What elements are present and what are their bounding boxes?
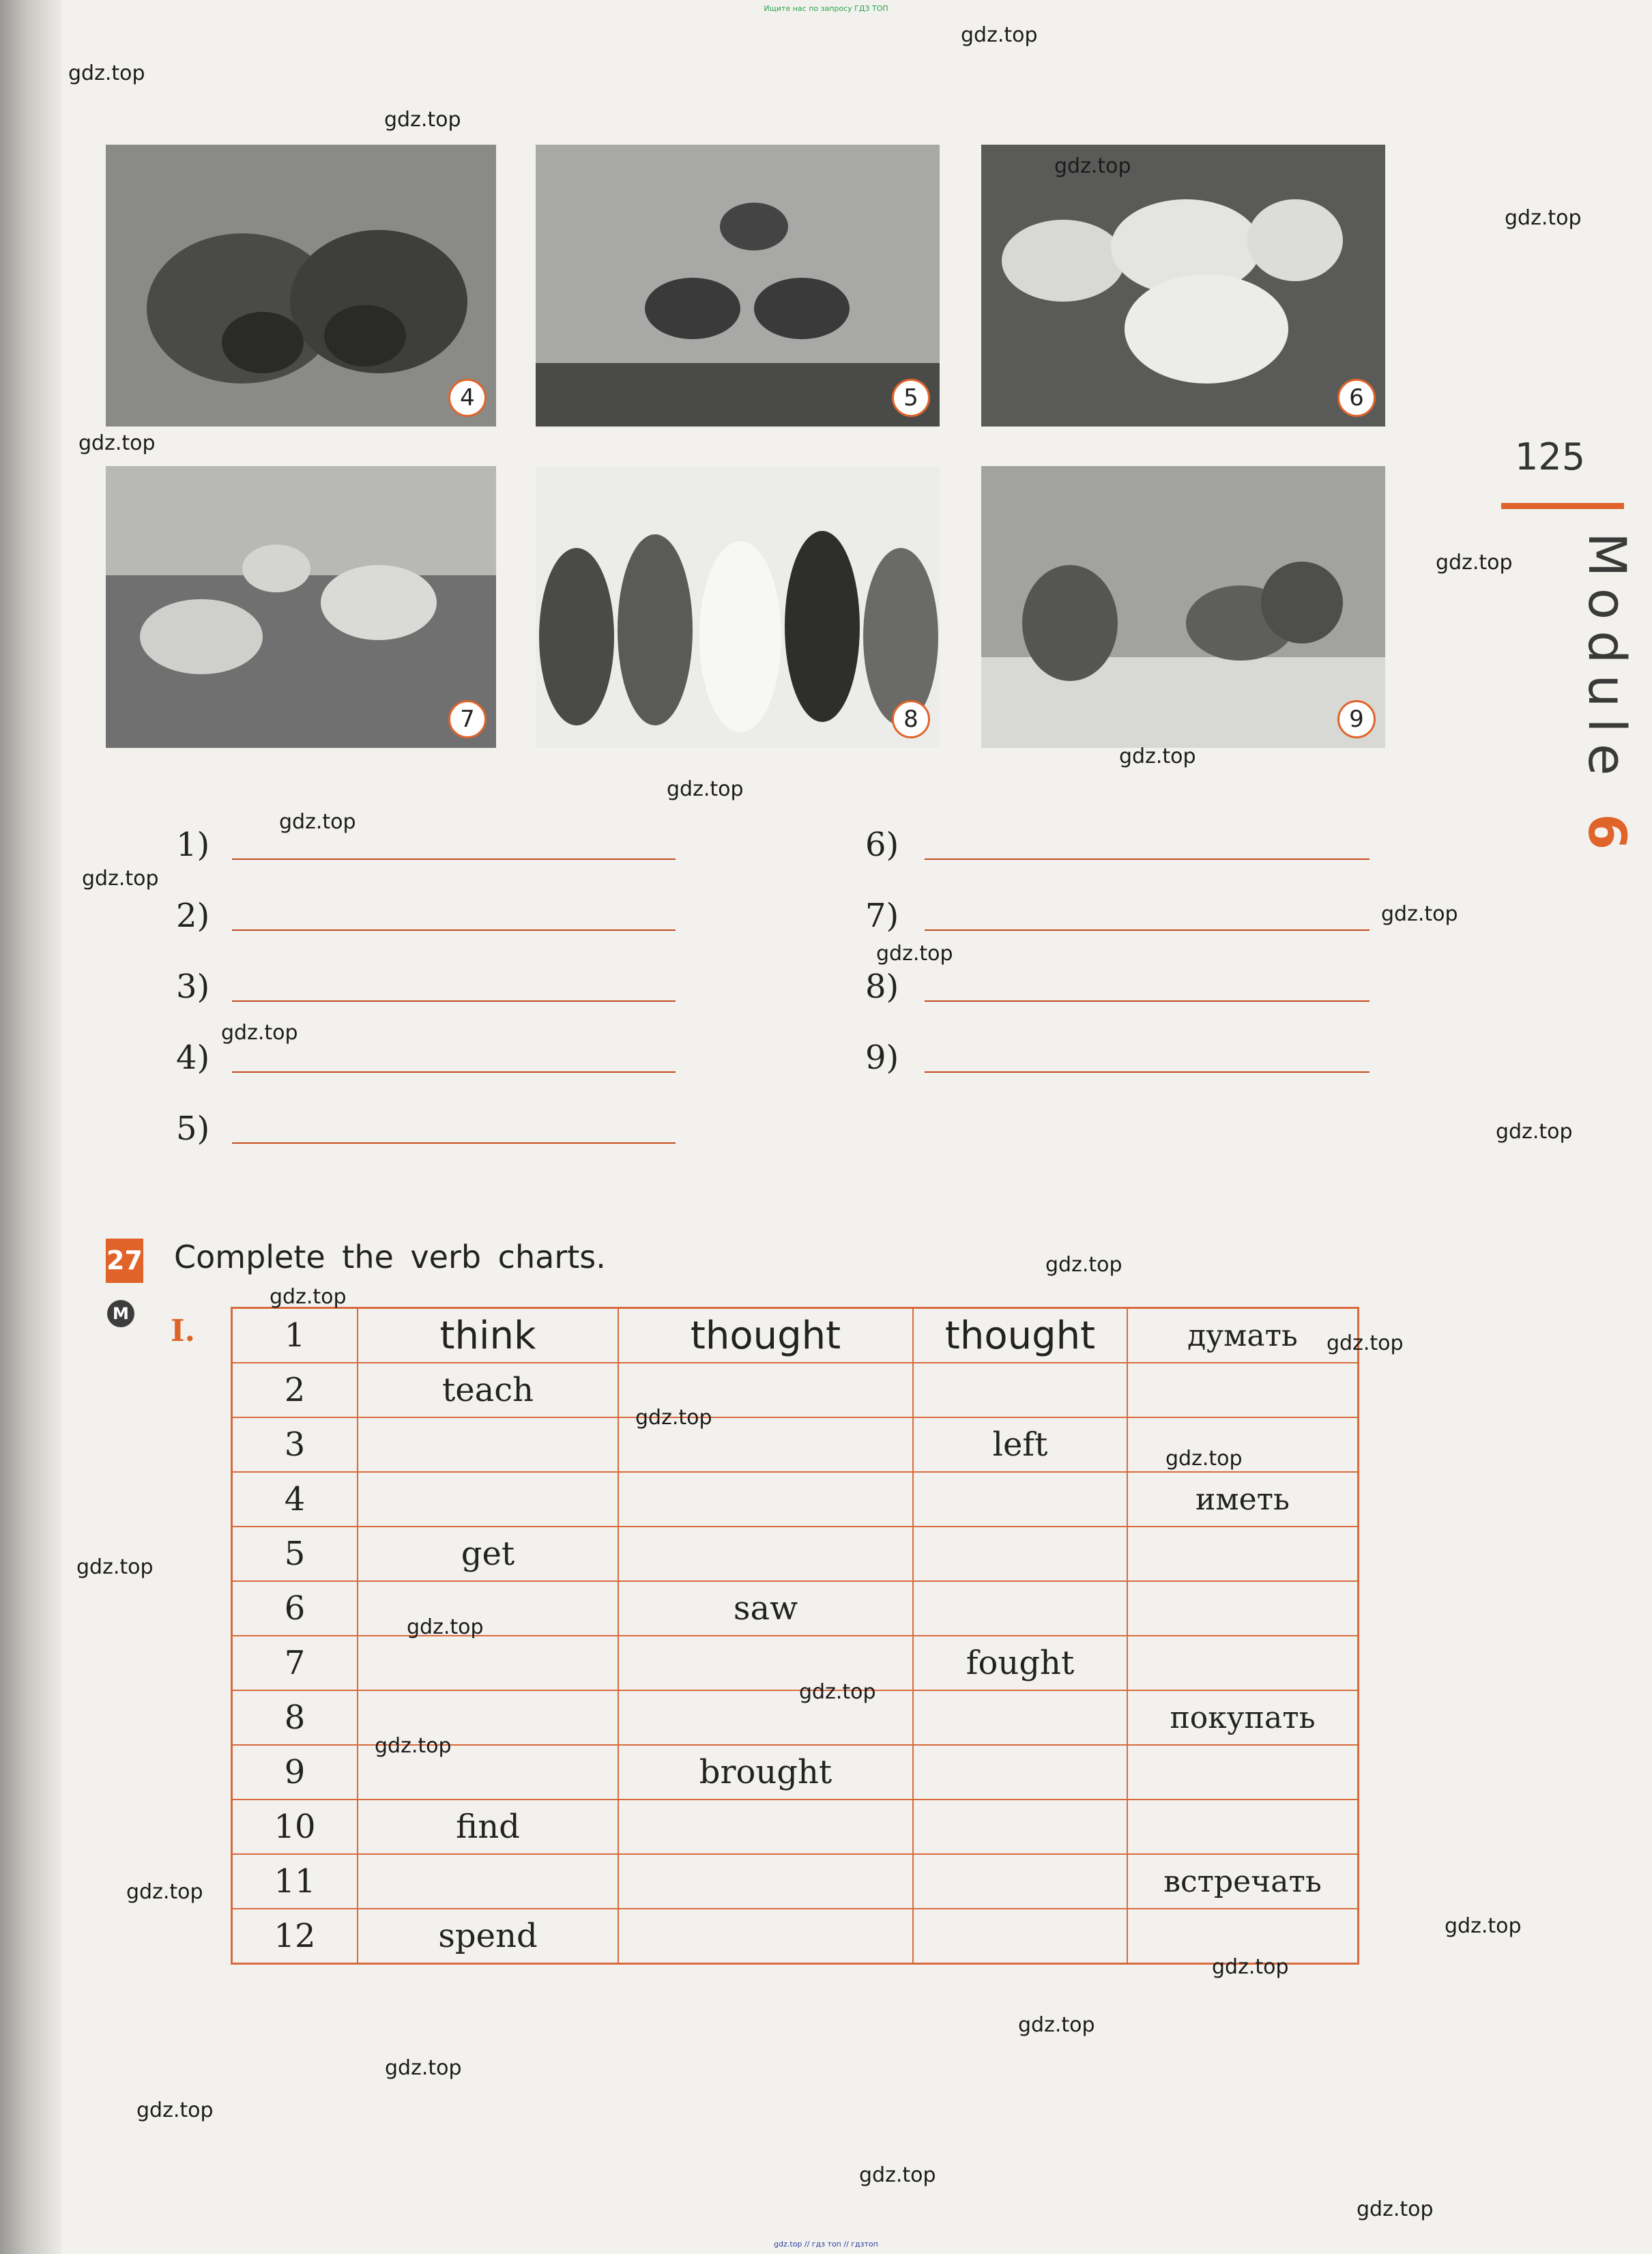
exercise-number: 27 — [106, 1239, 143, 1283]
row-number: 4 — [232, 1472, 358, 1527]
answer-line-4[interactable] — [232, 1071, 676, 1073]
watermark: gdz.top — [635, 1406, 712, 1430]
watermark: gdz.top — [1018, 2013, 1095, 2037]
answer-label-7: 7) — [865, 897, 899, 935]
watermark: gdz.top — [1357, 2197, 1434, 2221]
watermark: gdz.top — [385, 2056, 462, 2080]
base-form-cell[interactable]: find — [358, 1800, 618, 1854]
photo-goldfish — [536, 145, 940, 427]
exercise-title: Complete the verb charts. — [174, 1239, 606, 1275]
watermark: gdz.top — [136, 2098, 214, 2122]
table-row — [232, 1636, 1359, 1690]
row-number: 6 — [232, 1581, 358, 1636]
answer-line-1[interactable] — [232, 858, 676, 860]
cats-image — [536, 466, 940, 748]
answer-label-8: 8) — [865, 968, 899, 1006]
base-form-cell[interactable]: spend — [358, 1909, 618, 1964]
past-participle-cell[interactable] — [913, 1472, 1127, 1527]
base-form-cell[interactable] — [358, 1636, 618, 1690]
past-participle-cell[interactable] — [913, 1690, 1127, 1745]
photo-number-badge: 7 — [448, 700, 487, 738]
photo-number-badge: 6 — [1337, 379, 1376, 417]
watermark: gdz.top — [1381, 902, 1458, 926]
photo-hares — [981, 466, 1385, 748]
photo-sheep — [106, 466, 496, 748]
past-simple-cell[interactable]: thought — [618, 1308, 913, 1363]
past-participle-cell[interactable] — [913, 1854, 1127, 1909]
answer-label-6: 6) — [865, 826, 899, 864]
watermark: gdz.top — [859, 2163, 936, 2187]
translation-cell[interactable]: думать — [1127, 1308, 1359, 1363]
row-number: 10 — [232, 1800, 358, 1854]
watermark: gdz.top — [876, 942, 953, 966]
module-number: 6 — [1577, 813, 1638, 861]
past-simple-cell[interactable]: saw — [618, 1581, 913, 1636]
past-participle-cell[interactable] — [913, 1527, 1127, 1581]
row-number: 9 — [232, 1745, 358, 1800]
past-participle-cell[interactable] — [913, 1363, 1127, 1417]
watermark: gdz.top — [76, 1555, 154, 1579]
past-simple-cell[interactable] — [618, 1800, 913, 1854]
answer-label-9: 9) — [865, 1039, 899, 1077]
answer-label-1: 1) — [176, 826, 210, 864]
row-number: 5 — [232, 1527, 358, 1581]
watermark: gdz.top — [78, 431, 156, 455]
answer-line-3[interactable] — [232, 1000, 676, 1002]
watermark: gdz.top — [126, 1880, 203, 1904]
watermark: gdz.top — [1445, 1914, 1522, 1938]
base-form-cell[interactable]: think — [358, 1308, 618, 1363]
watermark: gdz.top — [1045, 1253, 1122, 1277]
row-number: 12 — [232, 1909, 358, 1964]
translation-cell[interactable] — [1127, 1745, 1359, 1800]
watermark: gdz.top — [82, 867, 159, 891]
photo-number-badge: 8 — [892, 700, 930, 738]
photo-number-badge: 4 — [448, 379, 487, 417]
table-row — [232, 1527, 1359, 1581]
answer-line-7[interactable] — [925, 929, 1370, 931]
watermark: gdz.top — [407, 1615, 484, 1639]
answer-line-5[interactable] — [232, 1142, 676, 1144]
base-form-cell[interactable] — [358, 1472, 618, 1527]
page-number-rule — [1501, 503, 1624, 509]
base-form-cell[interactable]: teach — [358, 1363, 618, 1417]
answer-label-3: 3) — [176, 968, 210, 1006]
watermark: gdz.top — [68, 61, 145, 85]
verb-chart — [231, 1307, 1359, 1965]
translation-cell[interactable] — [1127, 1363, 1359, 1417]
watermark: gdz.top — [279, 810, 356, 834]
table-row — [232, 1308, 1359, 1363]
hares-image — [981, 466, 1385, 748]
base-form-cell[interactable] — [358, 1854, 618, 1909]
row-number: 2 — [232, 1363, 358, 1417]
watermark: gdz.top — [1436, 551, 1513, 575]
past-participle-cell[interactable]: thought — [913, 1308, 1127, 1363]
photo-hedgehogs — [106, 145, 496, 427]
translation-cell[interactable] — [1127, 1527, 1359, 1581]
watermark: gdz.top — [1212, 1955, 1289, 1979]
answer-label-5: 5) — [176, 1110, 210, 1148]
photo-white-mice — [981, 145, 1385, 427]
table-row — [232, 1472, 1359, 1527]
base-form-cell[interactable]: get — [358, 1527, 618, 1581]
answer-line-2[interactable] — [232, 929, 676, 931]
page-binding-shadow — [0, 0, 61, 2254]
answer-label-2: 2) — [176, 897, 210, 935]
answer-line-6[interactable] — [925, 858, 1370, 860]
watermark: gdz.top — [1496, 1120, 1573, 1144]
watermark: gdz.top — [384, 108, 461, 132]
past-participle-cell[interactable] — [913, 1909, 1127, 1964]
row-number: 7 — [232, 1636, 358, 1690]
table-row — [232, 1854, 1359, 1909]
photo-cats — [536, 466, 940, 748]
watermark: gdz.top — [667, 777, 744, 801]
translation-cell[interactable]: покупать — [1127, 1690, 1359, 1745]
past-simple-cell[interactable] — [618, 1527, 913, 1581]
row-number: 8 — [232, 1690, 358, 1745]
translation-cell[interactable] — [1127, 1800, 1359, 1854]
translation-cell[interactable]: встречать — [1127, 1854, 1359, 1909]
past-participle-cell[interactable] — [913, 1745, 1127, 1800]
translation-cell[interactable] — [1127, 1581, 1359, 1636]
past-simple-cell[interactable] — [618, 1854, 913, 1909]
watermark: gdz.top — [375, 1734, 452, 1758]
white-mice-image — [981, 145, 1385, 427]
past-participle-cell[interactable]: left — [913, 1417, 1127, 1472]
answer-line-9[interactable] — [925, 1071, 1370, 1073]
row-number: 1 — [232, 1308, 358, 1363]
watermark: gdz.top — [221, 1021, 298, 1045]
past-simple-cell[interactable] — [618, 1909, 913, 1964]
watermark: gdz.top — [799, 1680, 876, 1704]
base-form-cell[interactable] — [358, 1417, 618, 1472]
translation-cell[interactable] — [1127, 1417, 1359, 1472]
footer-note: gdz.top // гдз топ // гдзтоп — [774, 2240, 878, 2249]
past-participle-cell[interactable] — [913, 1581, 1127, 1636]
watermark: gdz.top — [1505, 206, 1582, 230]
past-simple-cell[interactable]: brought — [618, 1745, 913, 1800]
row-number: 3 — [232, 1417, 358, 1472]
row-number: 11 — [232, 1854, 358, 1909]
table-row — [232, 1363, 1359, 1417]
photo-number-badge: 5 — [892, 379, 930, 417]
answer-line-8[interactable] — [925, 1000, 1370, 1002]
table-row — [232, 1581, 1359, 1636]
sheep-image — [106, 466, 496, 748]
base-form-cell[interactable] — [358, 1581, 618, 1636]
answer-label-4: 4) — [176, 1039, 210, 1077]
page-number: 125 — [1515, 435, 1586, 478]
table-row — [232, 1800, 1359, 1854]
module-label — [1577, 532, 1638, 861]
translation-cell[interactable]: иметь — [1127, 1472, 1359, 1527]
m-icon: M — [107, 1300, 134, 1327]
photo-number-badge: 9 — [1337, 700, 1376, 738]
header-note: Ищите нас по запросу ГДЗ ТОП — [764, 4, 888, 13]
watermark: gdz.top — [1327, 1331, 1404, 1355]
watermark: gdz.top — [961, 23, 1038, 47]
past-simple-cell[interactable] — [618, 1472, 913, 1527]
past-participle-cell[interactable] — [913, 1800, 1127, 1854]
module-label-text: Module — [1577, 532, 1638, 787]
goldfish-image — [536, 145, 940, 427]
hedgehogs-image — [106, 145, 496, 427]
table-row — [232, 1909, 1359, 1964]
watermark: gdz.top — [270, 1285, 347, 1309]
watermark: gdz.top — [1119, 745, 1196, 768]
part-label: I. — [171, 1314, 195, 1348]
past-participle-cell[interactable]: fought — [913, 1636, 1127, 1690]
watermark: gdz.top — [1165, 1447, 1243, 1471]
watermark: gdz.top — [1054, 154, 1131, 178]
translation-cell[interactable] — [1127, 1636, 1359, 1690]
